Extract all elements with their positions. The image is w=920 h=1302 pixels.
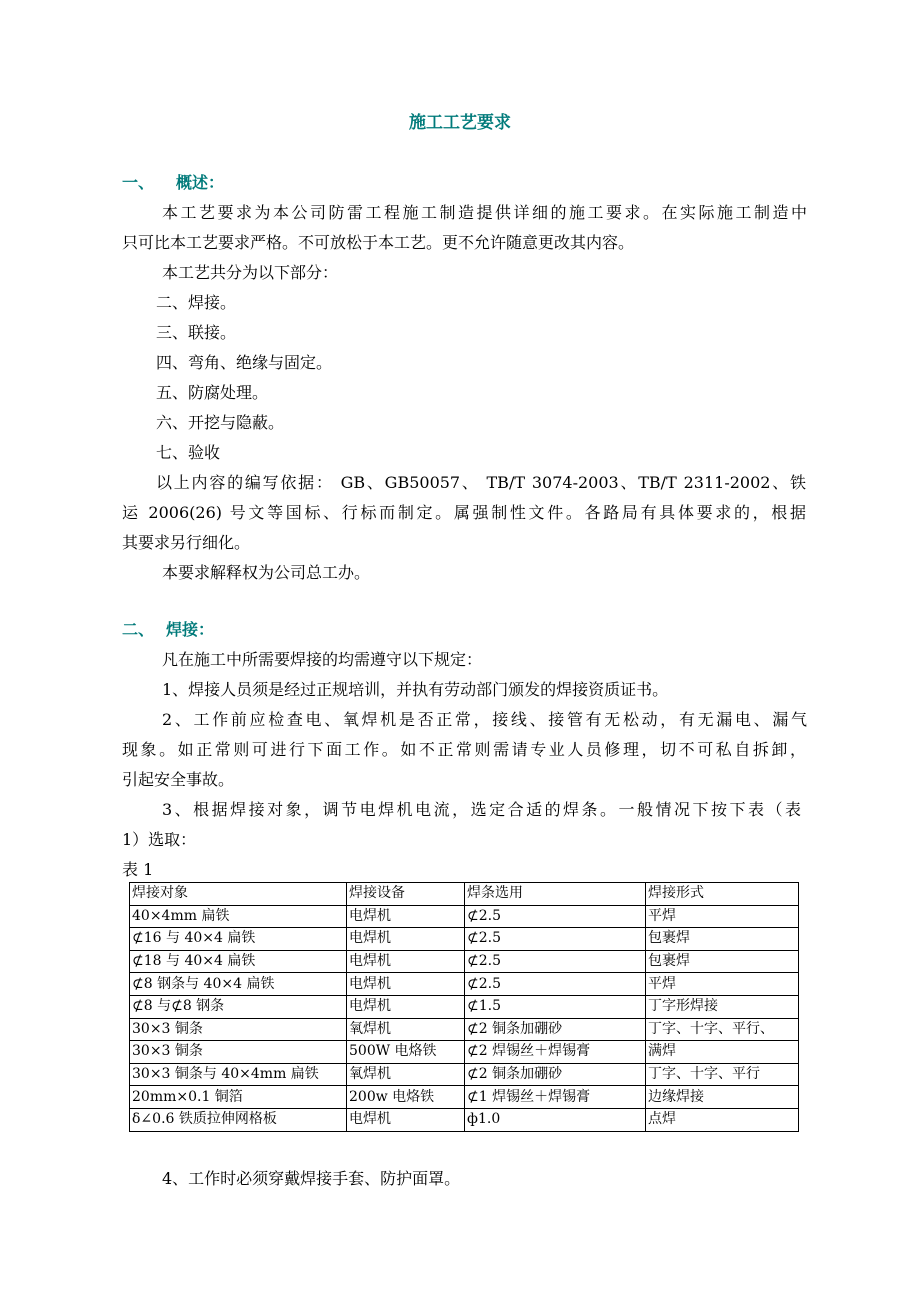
table-cell: 电焊机 [347,1108,465,1131]
table-cell: 丁字、十字、平行、 [646,1018,799,1041]
table-cell: 包裹焊 [646,950,799,973]
table-cell: 200w 电烙铁 [347,1086,465,1109]
basis-line-3: 其要求另行细化。 [122,533,251,552]
rule-2-line-2: 现象。如正常则可进行下面工作。如不正常则需请专业人员修理，切不可私自拆卸， [122,740,806,759]
part-item: 五、防腐处理。 [156,383,269,402]
intro-line-1: 本工艺要求为本公司防雷工程施工制造提供详细的施工要求。在实际施工制造中 [162,203,807,222]
table-cell: 电焊机 [347,950,465,973]
table-cell: ⊄8 与⊄8 钢条 [130,995,347,1018]
table-cell: 电焊机 [347,905,465,928]
table-header-cell: 焊接对象 [130,883,347,906]
table-cell: 40×4mm 扁铁 [130,905,347,928]
section-1-heading [122,170,224,193]
interpretation-note: 本要求解释权为公司总工办。 [162,563,371,582]
rule-4: 4、工作时必须穿戴焊接手套、防护面罩。 [162,1169,461,1188]
table-row [130,1063,799,1086]
table-cell: 30×3 铜条与 40×4mm 扁铁 [130,1063,347,1086]
welding-intro: 凡在施工中所需要焊接的均需遵守以下规定： [162,650,483,669]
table-row [130,973,799,996]
table-cell: 包裹焊 [646,928,799,951]
part-item: 七、验收 [156,443,221,462]
table-row [130,1018,799,1041]
table-header-cell: 焊条选用 [465,883,646,906]
part-item: 二、焊接。 [156,293,237,312]
table-row [130,1041,799,1064]
table-header-cell: 焊接设备 [347,883,465,906]
table-cell: ⊄2 焊锡丝＋焊锡膏 [465,1041,646,1064]
table-cell: 氧焊机 [347,1018,465,1041]
section-2-number: 二、 [122,620,155,639]
parts-label: 本工艺共分为以下部分： [162,263,339,282]
table-cell: ⊄2.5 [465,905,646,928]
basis-line-1: 以上内容的编写依据： GB、GB50057、 TB/T 3074-2003、TB/T 2311-2002、铁 [156,473,806,492]
table-caption: 表 1 [122,860,154,879]
rule-2-line-3: 引起安全事故。 [122,770,235,789]
table-cell: ⊄16 与 40×4 扁铁 [130,928,347,951]
table-cell: 丁字形焊接 [646,995,799,1018]
table-row [130,1086,799,1109]
section-1-title: 概述： [176,173,225,192]
table-cell: 点焊 [646,1108,799,1131]
section-2-title: 焊接： [166,620,215,639]
table-cell: ⊄18 与 40×4 扁铁 [130,950,347,973]
table-row [130,928,799,951]
table-cell: ⊄1.5 [465,995,646,1018]
table-cell: 电焊机 [347,995,465,1018]
table-cell: 30×3 铜条 [130,1018,347,1041]
table-cell: ⊄8 钢条与 40×4 扁铁 [130,973,347,996]
part-item: 六、开挖与隐蔽。 [156,413,285,432]
table-cell: 电焊机 [347,973,465,996]
part-item: 四、弯角、绝缘与固定。 [156,353,333,372]
table-cell: ⊄2.5 [465,928,646,951]
page-title: 施工工艺要求 [409,113,511,133]
table-cell: 满焊 [646,1041,799,1064]
table-cell: 500W 电烙铁 [347,1041,465,1064]
table-cell: ⊄2 铜条加硼砂 [465,1018,646,1041]
table-cell: 30×3 铜条 [130,1041,347,1064]
table-cell: 氧焊机 [347,1063,465,1086]
rule-3-line-1: 3、根据焊接对象，调节电焊机电流，选定合适的焊条。一般情况下按下表（表 [162,800,801,819]
welding-table [129,882,799,1132]
table-row [130,950,799,973]
table-cell: 电焊机 [347,928,465,951]
rule-1: 1、焊接人员须是经过正规培训，并执有劳动部门颁发的焊接资质证书。 [162,680,669,699]
table-header-row [130,883,799,906]
part-item: 三、联接。 [156,323,237,342]
table-header-cell: 焊接形式 [646,883,799,906]
table-cell: ⊄1 焊锡丝＋焊锡膏 [465,1086,646,1109]
table-cell: ф1.0 [465,1108,646,1131]
rule-2-line-1: 2、工作前应检查电、氧焊机是否正常，接线、接管有无松动，有无漏电、漏气 [162,710,807,729]
section-1-number: 一、 [122,173,155,192]
section-2-heading [122,617,214,640]
table-cell: ⊄2.5 [465,973,646,996]
table-row [130,995,799,1018]
basis-line-2: 运 2006(26) 号文等国标、行标而制定。属强制性文件。各路局有具体要求的，根据 [122,503,806,522]
table-row [130,905,799,928]
table-cell: 丁字、十字、平行 [646,1063,799,1086]
table-cell: 20mm×0.1 铜箔 [130,1086,347,1109]
table-row [130,1108,799,1131]
intro-line-2: 只可比本工艺要求严格。不可放松于本工艺。更不允许随意更改其内容。 [122,233,635,252]
table-cell: δ∠0.6 铁质拉伸网格板 [130,1108,347,1131]
rule-3-line-2: 1）选取： [122,830,197,849]
table-cell: ⊄2 铜条加硼砂 [465,1063,646,1086]
table-cell: ⊄2.5 [465,950,646,973]
table-cell: 平焊 [646,973,799,996]
table-cell: 平焊 [646,905,799,928]
table-cell: 边缘焊接 [646,1086,799,1109]
